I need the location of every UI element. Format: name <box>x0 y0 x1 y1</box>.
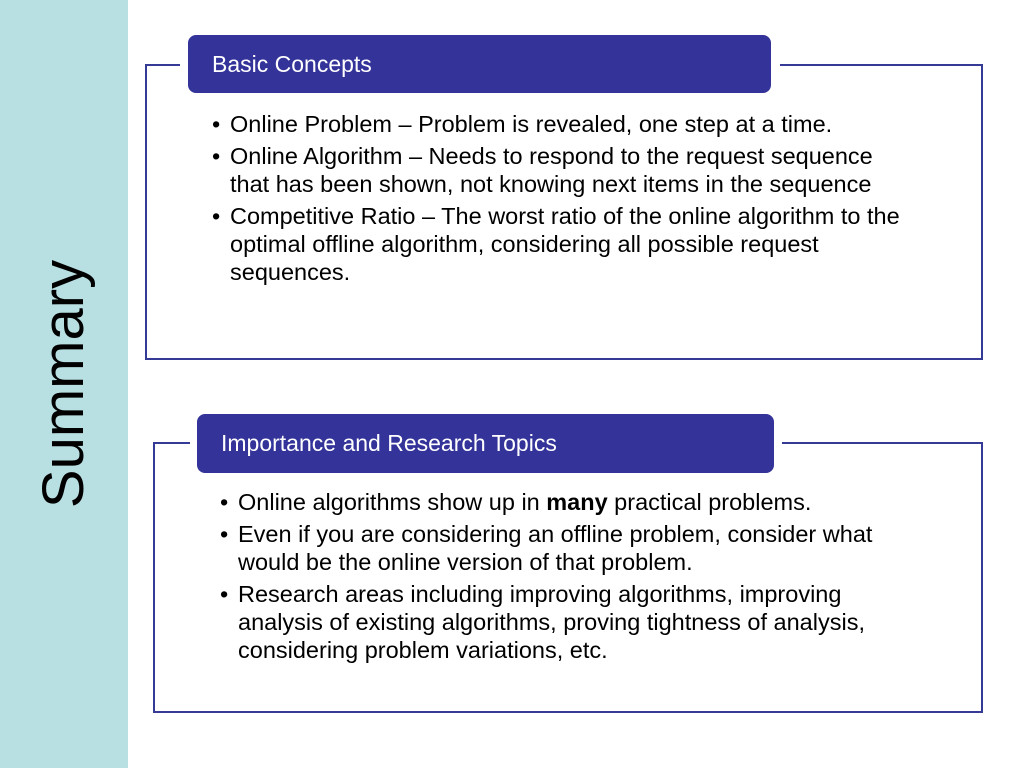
list-item: • Online Algorithm – Needs to respond to the request sequence that has been shown, not knowing next items in the sequence <box>212 142 912 198</box>
importance-heading <box>197 414 774 473</box>
basic-concepts-list <box>212 110 912 290</box>
basic-concepts-heading <box>188 35 771 93</box>
importance-list <box>220 488 920 668</box>
importance-heading-text: Importance and Research Topics <box>221 430 557 456</box>
list-item: • Research areas including improving algorithms, improving analysis of existing algorithms, proving tightness of analysis, considering problem variations, etc. <box>220 580 920 664</box>
item-text: practical problems. <box>607 489 812 515</box>
item-text: Online algorithms show up in <box>238 489 547 515</box>
list-item: • Online Problem – Problem is revealed, one step at a time. <box>212 110 912 138</box>
slide-title: Summary <box>31 259 96 509</box>
basic-concepts-heading-text: Basic Concepts <box>212 50 372 77</box>
list-item: • Even if you are considering an offline problem, consider what would be the online version of that problem. <box>220 520 920 576</box>
list-item <box>220 488 920 516</box>
list-item: • Competitive Ratio – The worst ratio of the online algorithm to the optimal offline algorithm, considering all possible request sequences. <box>212 202 912 286</box>
emphasis-text: many <box>546 489 608 515</box>
